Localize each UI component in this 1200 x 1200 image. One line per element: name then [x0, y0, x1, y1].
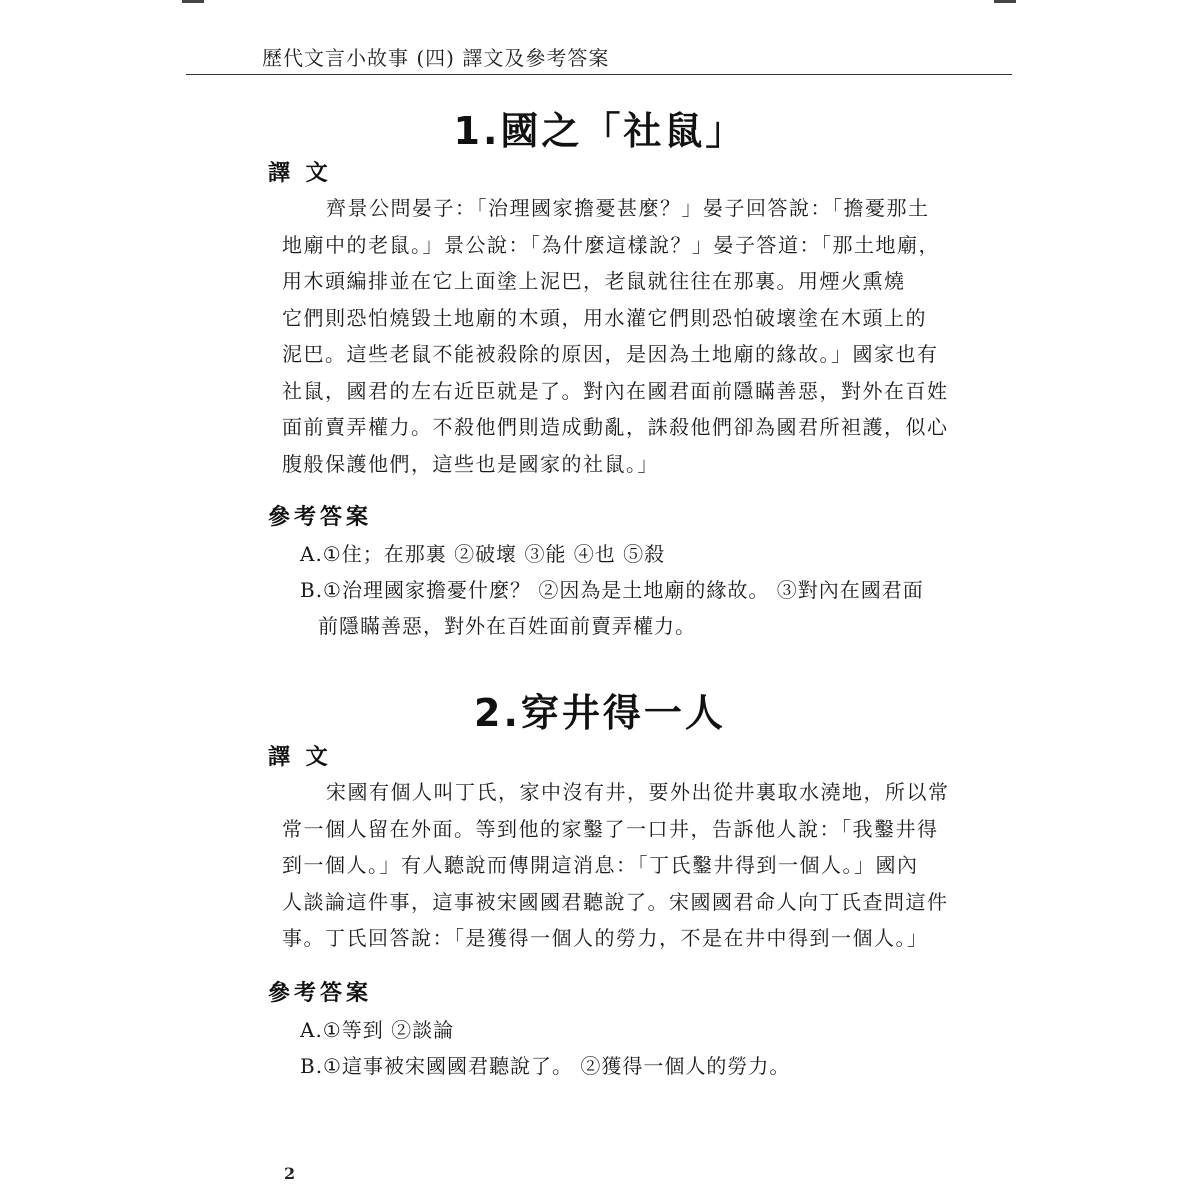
story-2-title: 2.穿井得一人 [474, 691, 726, 735]
translation-line: 常一個人留在外面。等到他的家鑿了一口井，告訴他人說：「我鑿井得 [282, 816, 939, 841]
translation-line: 到一個人。」有人聽說而傳開這消息：「丁氏鑿井得到一個人。」國內 [282, 853, 919, 877]
story-1-translation-label: 譯 文 [268, 161, 332, 186]
translation-line: 泥巴。這些老鼠不能被殺除的原因，是因為土地廟的緣故。」國家也有 [282, 342, 939, 366]
header-rule [186, 74, 1012, 75]
running-head: 歷代文言小故事 (四) 譯文及參考答案 [262, 46, 610, 70]
translation-line: 事。丁氏回答說：「是獲得一個人的勞力，不是在井中得到一個人。」 [282, 926, 929, 950]
translation-line: 社鼠，國君的左右近臣就是了。對內在國君面前隱瞞善惡，對外在百姓 [282, 378, 949, 403]
translation-line: 腹般保護他們，這些也是國家的社鼠。」 [282, 451, 659, 476]
story-2-answers-label: 參考答案 [268, 981, 373, 1006]
story-1-answer-a: A.①住；在那裏 ②破壞 ③能 ④也 ⑤殺 [300, 542, 666, 566]
story-1-translation [282, 190, 949, 482]
story-2-answer-b: B.①這事被宋國國君聽說了。 ②獲得一個人的勞力。 [300, 1054, 791, 1078]
crop-mark-left [182, 0, 204, 3]
translation-line: 它們則恐怕燒毀土地廟的木頭，用水灌它們則恐怕破壞塗在木頭上的 [282, 305, 927, 330]
story-2-answer-a: A.①等到 ②談論 [300, 1018, 455, 1042]
translation-line: 宋國有個人叫丁氏，家中沒有井，要外出從井裏取水澆地，所以常 [326, 780, 950, 804]
story-1-answer-b-cont: 前隱瞞善惡，對外在百姓面前賣弄權力。 [318, 614, 696, 638]
story-2-translation [282, 774, 950, 957]
story-2-translation-label: 譯 文 [268, 745, 332, 770]
page-number: 2 [284, 1164, 296, 1183]
translation-line: 用木頭編排並在它上面塗上泥巴，老鼠就往往在那裏。用煙火熏燒 [282, 269, 906, 293]
story-1-title: 1.國之「社鼠」 [453, 109, 747, 153]
translation-line: 面前賣弄權力。不殺他們則造成動亂，誅殺他們卻為國君所袒護，似心 [282, 415, 949, 439]
story-1-answer-b: B.①治理國家擔憂什麼？ ②因為是土地廟的緣故。 ③對內在國君面 [300, 578, 924, 602]
story-1-answers-label: 參考答案 [268, 505, 373, 530]
crop-mark-right [994, 0, 1016, 3]
translation-line: 齊景公問晏子：「治理國家擔憂甚麼？」晏子回答說：「擔憂那土 [326, 196, 930, 220]
translation-line: 人談論這件事，這事被宋國國君聽說了。宋國國君命人向丁氏查問這件 [282, 889, 949, 914]
translation-line: 地廟中的老鼠。」景公說：「為什麼這樣說？」晏子答道：「那土地廟， [282, 232, 940, 257]
